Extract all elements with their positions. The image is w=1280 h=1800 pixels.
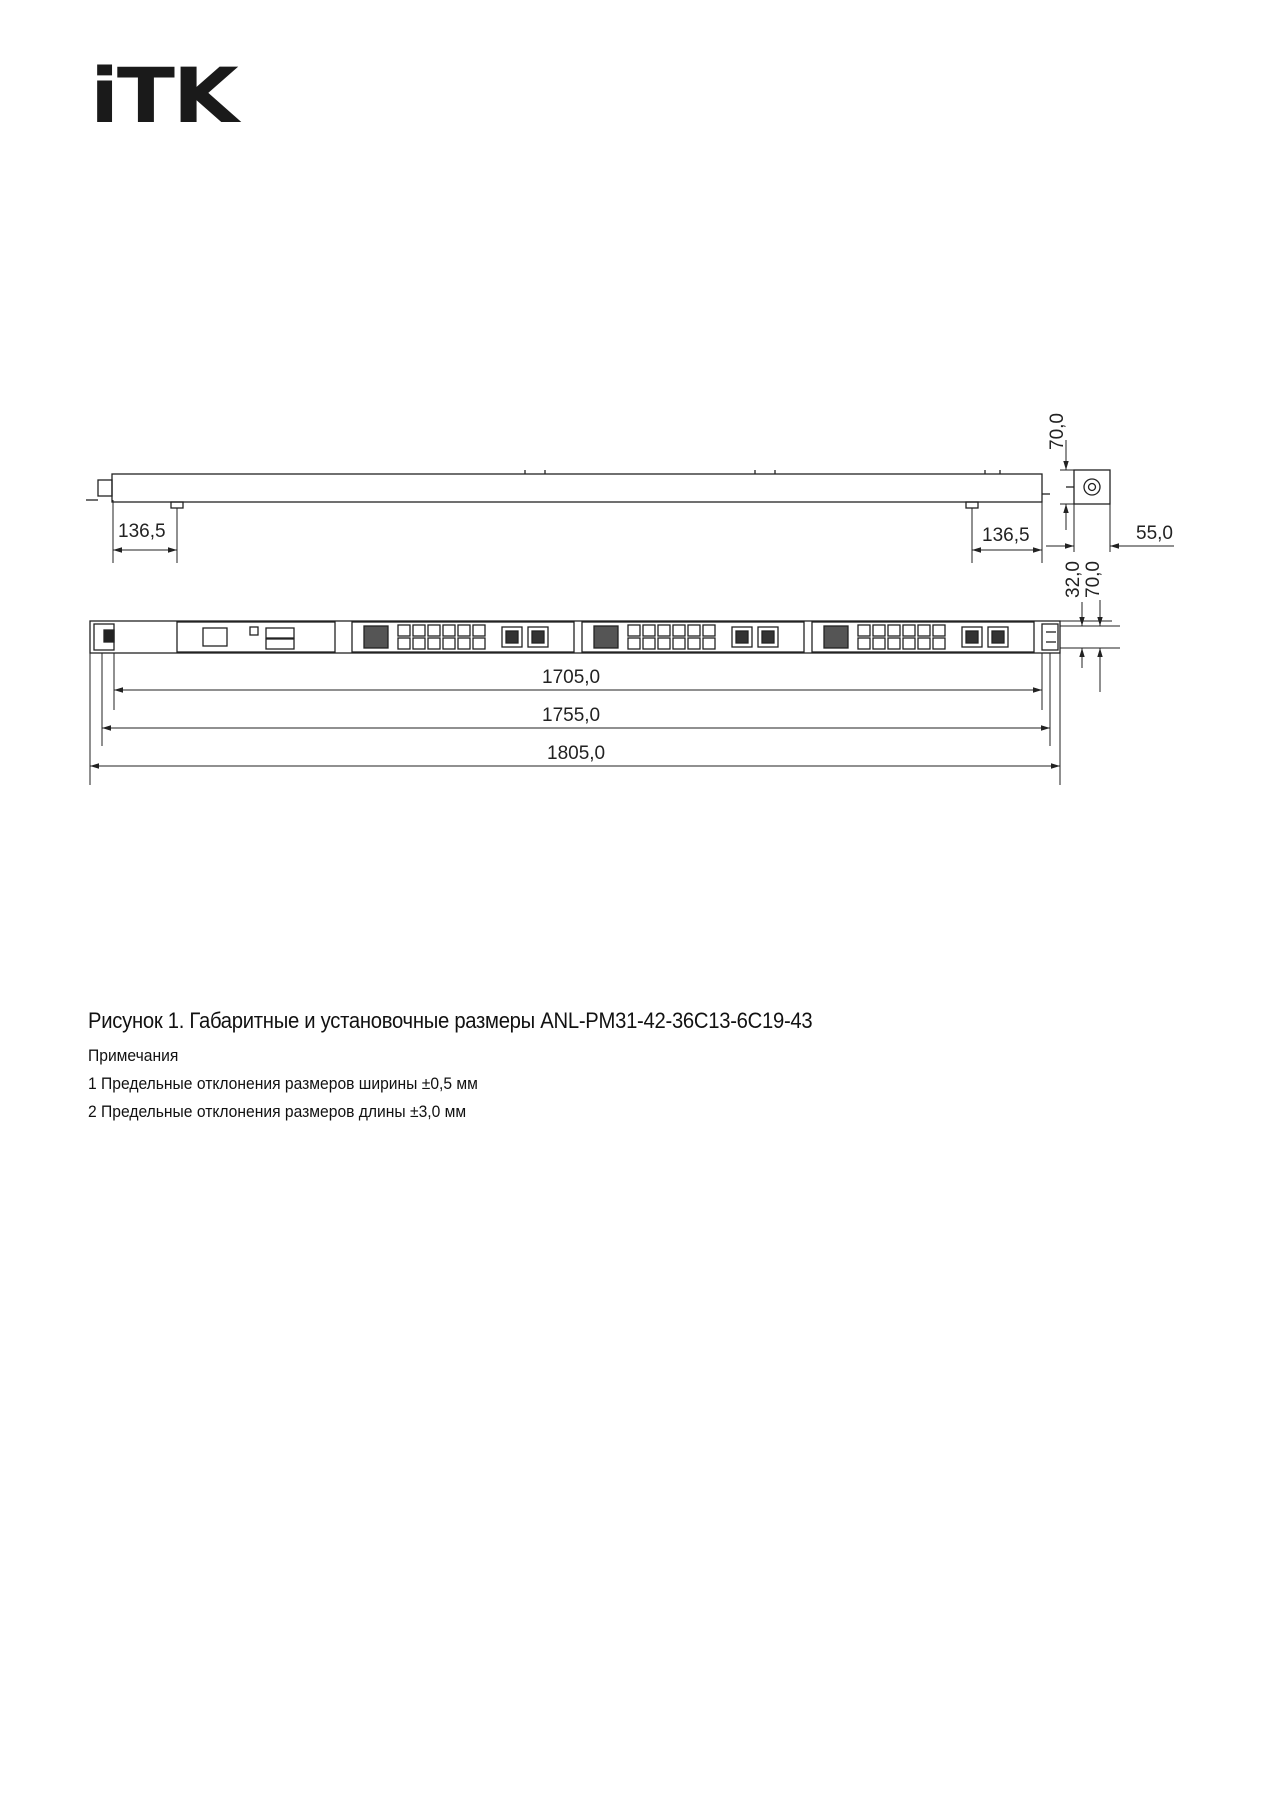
c13-socket [398,638,410,649]
c13-socket [688,638,700,649]
c13-socket [443,625,455,636]
mount-button-left [171,502,183,508]
c13-socket [428,625,440,636]
end-view [1066,470,1110,504]
c13-socket [873,638,885,649]
c13-socket [903,625,915,636]
front-view [90,621,1060,653]
figure-title: Рисунок 1. Габаритные и установочные размеры ANL-PM31-42-36C13-6C19-43 [88,1008,813,1033]
c13-socket [858,625,870,636]
note-1: 1 Предельные отклонения размеров ширины ±0,5 мм [88,1074,478,1093]
display-screen [203,628,227,646]
c13-socket [703,625,715,636]
c19-socket-inner [992,631,1004,643]
c19-socket-inner [506,631,518,643]
breaker [594,626,618,648]
dim-1705-label: 1705,0 [542,667,601,688]
c13-socket [473,638,485,649]
c19-socket-inner [736,631,748,643]
c19-socket-inner [532,631,544,643]
itk-logo: iTK [90,51,237,140]
dim-1805-label: 1805,0 [547,743,606,764]
dim-left-offset-label: 136,5 [118,521,166,542]
c13-socket [918,625,930,636]
dim-mount-32-label: 32,0 [1063,561,1084,598]
c13-socket [933,638,945,649]
c13-socket [443,638,455,649]
c13-socket [933,625,945,636]
dim-side-width-label: 55,0 [1136,523,1173,544]
dim-height-top-label: 70,0 [1047,413,1068,450]
c13-socket [888,625,900,636]
c13-socket [628,625,640,636]
c19-socket-inner [966,631,978,643]
c13-socket [673,638,685,649]
cable-gland [98,480,112,496]
c19-socket-inner [762,631,774,643]
c13-socket [873,625,885,636]
breaker [364,626,388,648]
dim-height-top [1060,440,1074,530]
mount-button-right [966,502,978,508]
c13-socket [428,638,440,649]
c13-socket [903,638,915,649]
c13-socket [918,638,930,649]
dim-mounting [1060,600,1120,692]
breaker [824,626,848,648]
c13-socket [458,625,470,636]
c13-socket [643,625,655,636]
figure-notes [88,1042,1146,1126]
c13-socket [658,638,670,649]
top-view-body [112,474,1042,502]
c13-socket [858,638,870,649]
figure-caption [88,1008,1238,1126]
c13-socket [398,625,410,636]
c13-socket [458,638,470,649]
dim-mount-70-label: 70,0 [1083,561,1104,598]
c13-socket [888,638,900,649]
top-view [86,470,1050,508]
c13-socket [413,625,425,636]
pdu-dimension-drawing [0,380,1280,800]
notes-heading: Примечания [88,1046,179,1065]
c13-socket [658,625,670,636]
c13-socket [673,625,685,636]
c13-socket [413,638,425,649]
c13-socket [628,638,640,649]
dim-1755-label: 1755,0 [542,705,601,726]
c13-socket [688,625,700,636]
c13-socket [643,638,655,649]
c13-socket [703,638,715,649]
c13-socket [473,625,485,636]
note-2: 2 Предельные отклонения размеров длины ±3,0 мм [88,1102,467,1121]
dim-right-offset-label: 136,5 [982,525,1030,546]
